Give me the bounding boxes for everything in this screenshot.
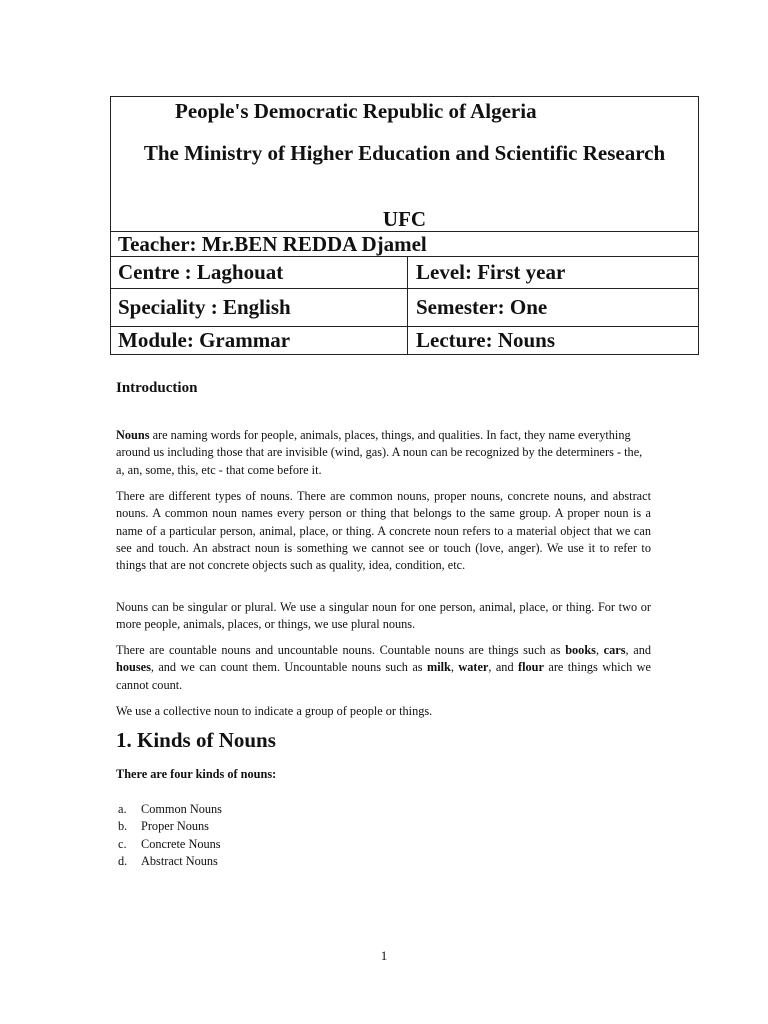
p4-bold-cars: cars [603,643,626,657]
kinds-heading: 1. Kinds of Nouns [116,728,276,752]
centre-cell: Centre : Laghouat [111,257,408,288]
intro-paragraph-4 [116,642,651,694]
p4-text-6: , and [488,660,518,675]
p4-text-1: There are countable nouns and uncountable nouns. Countable nouns are things such as [116,643,566,657]
intro-paragraph-3: Nouns can be singular or plural. We use a singular noun for one person, animal, place, or thing. For two or more people, animals, places, or things, we use plural nouns. [116,600,651,632]
list-item [118,836,222,853]
header-title-block [111,97,698,232]
nouns-term: Nouns [116,428,150,442]
kinds-list [118,801,222,870]
list-marker: c. [118,836,127,851]
module-lecture-row [111,327,698,354]
ministry-title: The Ministry of Higher Education and Scientific Research [143,141,666,165]
semester-cell: Semester: One [416,295,548,319]
p4-text-7: are things which we cannot count. [116,660,651,692]
page-number: 1 [380,948,388,963]
p4-bold-milk: milk [426,660,451,675]
list-item-label: Common Nouns [141,802,222,816]
kinds-subheading: There are four kinds of nouns: [116,767,277,781]
list-item-label: Proper Nouns [141,819,209,834]
p4-text-2: , [595,643,604,657]
header-table [110,96,699,355]
speciality-cell: Speciality : English [111,289,408,326]
list-item-label: Concrete Nouns [141,836,221,851]
p4-bold-books: books [565,643,596,657]
list-item [118,853,222,870]
introduction-heading: Introduction [116,380,198,396]
p4-text-3: , and [625,643,651,657]
list-item-label: Abstract Nouns [141,853,218,868]
level-cell: Level: First year [416,260,566,284]
module-cell: Module: Grammar [111,327,408,354]
speciality-semester-row [111,289,698,327]
intro-paragraph-2: There are different types of nouns. There are common nouns, proper nouns, concrete nouns, and abstract nouns. A common noun names every person or thing that belongs to the same group. A proper noun is a name of a particular person, animal, place, or thing. A concrete noun refers to a material object that we can see and touch. An abstract noun is something we cannot see or touch (love, anger). We use it to refer to things that are not concrete objects such as quality, idea, condition, etc. [116,489,651,573]
teacher-row [111,232,698,257]
centre-level-row [111,257,698,289]
p4-text-5: , [450,660,459,675]
list-item [118,818,222,835]
p4-bold-water: water [458,660,489,675]
institution-title: UFC [382,207,427,231]
intro-paragraph-1-text: are naming words for people, animals, places, things, and qualities. In fact, they name everything around us including those that are invisible (wind, gas). A noun can be recognized by the determiners - the, a, an, some, this, etc - that come before it. [116,428,643,477]
intro-paragraph-5: We use a collective noun to indicate a group of people or things. [116,704,433,718]
list-marker: a. [118,802,127,816]
p4-bold-houses: houses [116,660,151,675]
list-marker: b. [118,819,128,834]
teacher-cell: Teacher: Mr.BEN REDDA Djamel [118,231,427,256]
intro-paragraph-1 [116,427,651,479]
list-marker: d. [118,853,128,868]
country-title: People's Democratic Republic of Algeria [175,99,537,123]
p4-text-4: , and we can count them. Uncountable nouns such as [150,660,427,675]
p4-bold-flour: flour [518,660,544,675]
lecture-cell: Lecture: Nouns [416,328,556,352]
list-item [118,801,222,818]
